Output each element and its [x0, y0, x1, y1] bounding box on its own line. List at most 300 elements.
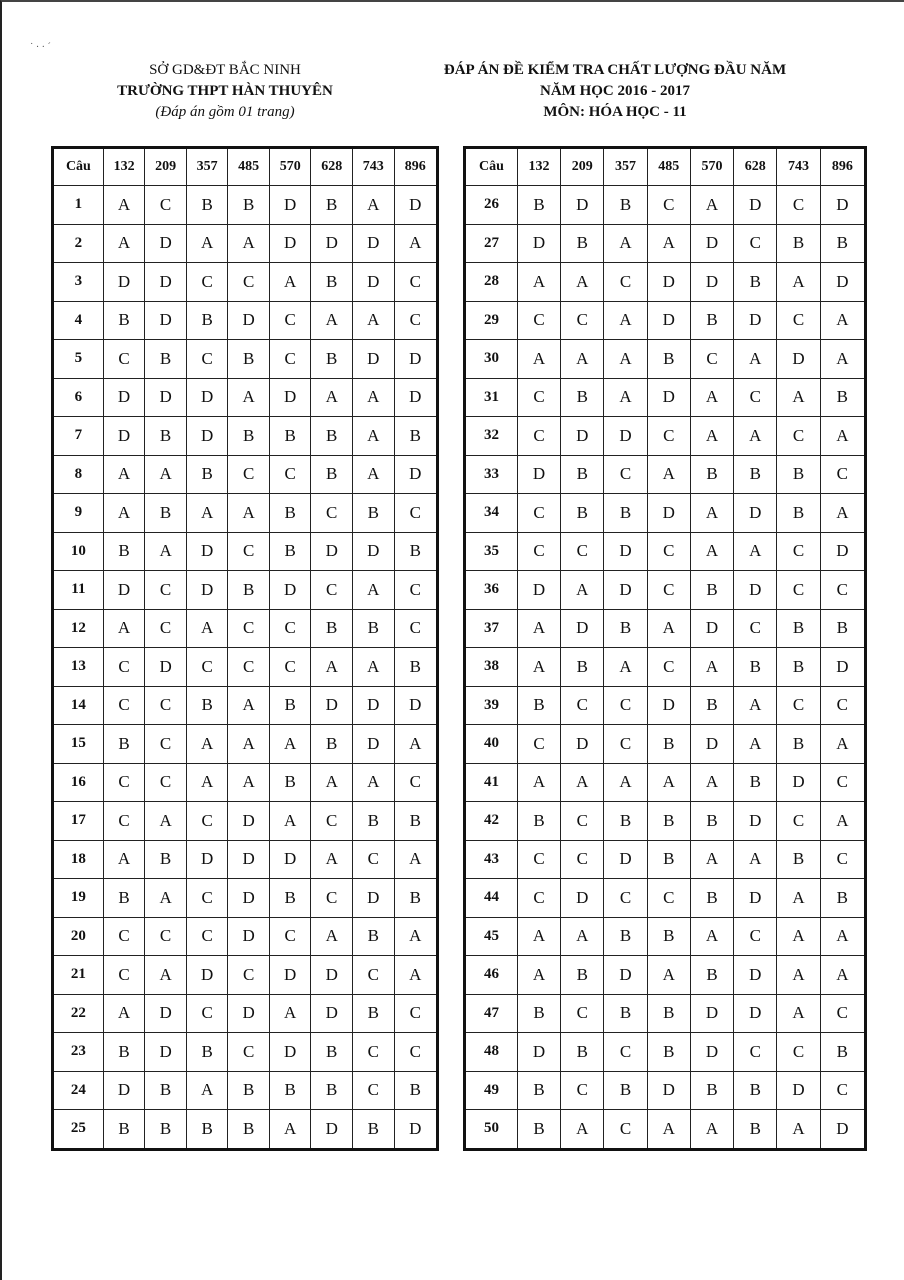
table-row [465, 609, 866, 648]
answer-cell: C [604, 1033, 647, 1072]
table-row [53, 378, 438, 417]
answer-cell: D [352, 263, 394, 302]
answer-cell: C [145, 763, 187, 802]
answer-cell: C [604, 1110, 647, 1150]
answer-cell: D [352, 725, 394, 764]
answer-cell: A [394, 956, 437, 995]
answer-cell: D [311, 1110, 353, 1150]
answer-table-right [463, 146, 867, 1151]
table-row [53, 994, 438, 1033]
answer-cell: B [647, 802, 690, 841]
question-number: 7 [53, 417, 104, 456]
answer-cell: C [186, 340, 228, 379]
answer-cell: D [269, 571, 311, 610]
answer-cell: B [647, 340, 690, 379]
answer-cell: A [228, 494, 270, 533]
answer-cell: B [561, 224, 604, 263]
answer-cell: A [311, 648, 353, 687]
answer-cell: B [647, 840, 690, 879]
answer-cell: D [352, 532, 394, 571]
answer-cell: C [561, 532, 604, 571]
table-row [465, 340, 866, 379]
answer-cell: B [228, 571, 270, 610]
answer-cell: A [228, 378, 270, 417]
answer-cell: B [311, 1033, 353, 1072]
answer-cell: B [604, 917, 647, 956]
question-number: 6 [53, 378, 104, 417]
exam-code-header: 357 [604, 148, 647, 186]
answer-cell: C [647, 648, 690, 687]
table-row [53, 340, 438, 379]
answer-cell: B [311, 186, 353, 225]
answer-cell: B [604, 609, 647, 648]
answer-cell: D [352, 879, 394, 918]
answer-cell: B [394, 879, 437, 918]
answer-cell: B [777, 455, 820, 494]
answer-cell: B [269, 686, 311, 725]
table-row [53, 301, 438, 340]
answer-cell: B [777, 840, 820, 879]
answer-cell: D [820, 532, 865, 571]
answer-cell: A [647, 763, 690, 802]
answer-cell: A [352, 378, 394, 417]
table-row [53, 1110, 438, 1150]
answer-cell: D [228, 917, 270, 956]
answer-cell: D [690, 994, 733, 1033]
answer-cell: A [647, 224, 690, 263]
answer-cell: B [394, 1071, 437, 1110]
answer-cell: D [269, 840, 311, 879]
answer-cell: C [517, 725, 560, 764]
answer-cell: B [690, 301, 733, 340]
question-number: 36 [465, 571, 518, 610]
answer-cell: D [734, 802, 777, 841]
answer-cell: C [604, 879, 647, 918]
answer-cell: A [103, 609, 145, 648]
question-number: 37 [465, 609, 518, 648]
answer-cell: B [820, 1033, 865, 1072]
answer-cell: A [352, 763, 394, 802]
table-row [53, 840, 438, 879]
answer-cell: C [647, 571, 690, 610]
answer-cell: D [311, 956, 353, 995]
answer-cell: B [561, 455, 604, 494]
answer-cell: B [311, 340, 353, 379]
answer-cell: D [269, 378, 311, 417]
answer-cell: A [820, 494, 865, 533]
answer-cell: C [517, 417, 560, 456]
answer-cell: A [145, 956, 187, 995]
answer-cell: C [228, 263, 270, 302]
table-row [465, 994, 866, 1033]
answer-cell: B [690, 571, 733, 610]
answer-table-left [51, 146, 439, 1151]
question-number: 10 [53, 532, 104, 571]
question-number: 13 [53, 648, 104, 687]
question-number: 11 [53, 571, 104, 610]
answer-cell: D [228, 994, 270, 1033]
answer-cell: C [311, 571, 353, 610]
answer-cell: B [269, 417, 311, 456]
answer-cell: C [352, 1033, 394, 1072]
answer-cell: B [690, 1071, 733, 1110]
answer-cell: B [647, 1033, 690, 1072]
table-header-row [465, 148, 866, 186]
answer-cell: A [103, 840, 145, 879]
answer-cell: D [734, 879, 777, 918]
answer-cell: A [103, 494, 145, 533]
answer-cell: B [734, 648, 777, 687]
answer-cell: A [145, 879, 187, 918]
answer-cell: C [186, 879, 228, 918]
exam-code-header: 570 [269, 148, 311, 186]
answer-cell: D [734, 994, 777, 1033]
answer-cell: C [820, 994, 865, 1033]
answer-cell: D [820, 263, 865, 302]
exam-code-header: 132 [517, 148, 560, 186]
answer-cell: A [820, 725, 865, 764]
answer-cell: D [186, 840, 228, 879]
answer-cell: A [103, 994, 145, 1033]
answer-cell: D [561, 879, 604, 918]
question-number: 34 [465, 494, 518, 533]
answer-cell: C [777, 532, 820, 571]
answer-cell: C [352, 956, 394, 995]
question-number: 31 [465, 378, 518, 417]
answer-cell: A [311, 378, 353, 417]
answer-cell: A [604, 378, 647, 417]
answer-cell: D [777, 763, 820, 802]
page-count-note: (Đáp án gồm 01 trang) [155, 104, 295, 120]
answer-cell: C [647, 417, 690, 456]
question-number: 19 [53, 879, 104, 918]
table-header-row [53, 148, 438, 186]
answer-cell: D [734, 301, 777, 340]
answer-cell: C [103, 763, 145, 802]
answer-cell: A [820, 917, 865, 956]
answer-cell: D [145, 263, 187, 302]
question-number: 15 [53, 725, 104, 764]
answer-cell: B [734, 1110, 777, 1150]
answer-cell: B [734, 263, 777, 302]
answer-cell: D [186, 956, 228, 995]
answer-cell: B [352, 609, 394, 648]
answer-cell: A [394, 224, 437, 263]
answer-cell: B [103, 879, 145, 918]
answer-cell: A [517, 340, 560, 379]
question-number: 27 [465, 224, 518, 263]
answer-cell: B [228, 1110, 270, 1150]
answer-cell: A [820, 301, 865, 340]
answer-cell: B [186, 1110, 228, 1150]
question-number: 25 [53, 1110, 104, 1150]
answer-cell: D [734, 186, 777, 225]
table-row [465, 1110, 866, 1150]
answer-cell: A [311, 917, 353, 956]
answer-cell: D [311, 532, 353, 571]
answer-cell: A [777, 1110, 820, 1150]
answer-cell: B [647, 994, 690, 1033]
answer-cell: C [352, 840, 394, 879]
answer-cell: A [145, 455, 187, 494]
answer-cell: A [228, 725, 270, 764]
answer-cell: A [690, 378, 733, 417]
answer-cell: D [103, 263, 145, 302]
answer-cell: C [228, 609, 270, 648]
answer-cell: B [352, 1110, 394, 1150]
header-left [75, 60, 375, 123]
answer-cell: A [604, 224, 647, 263]
answer-cell: A [734, 840, 777, 879]
table-row [465, 879, 866, 918]
answer-cell: D [311, 686, 353, 725]
answer-cell: D [690, 224, 733, 263]
answer-cell: B [777, 224, 820, 263]
answer-cell: A [647, 1110, 690, 1150]
answer-cell: C [394, 494, 437, 533]
question-number: 33 [465, 455, 518, 494]
answer-cell: C [820, 455, 865, 494]
answer-cell: B [820, 378, 865, 417]
answer-cell: A [777, 956, 820, 995]
answer-cell: C [269, 455, 311, 494]
answer-cell: B [604, 494, 647, 533]
answer-cell: A [690, 648, 733, 687]
answer-cell: C [734, 378, 777, 417]
answer-cell: C [394, 609, 437, 648]
answer-cell: D [820, 1110, 865, 1150]
answer-cell: B [604, 994, 647, 1033]
answer-cell: A [269, 994, 311, 1033]
answer-cell: C [517, 879, 560, 918]
exam-code-header: 209 [561, 148, 604, 186]
answer-cell: B [269, 532, 311, 571]
answer-cell: C [690, 340, 733, 379]
answer-cell: A [647, 609, 690, 648]
question-number: 46 [465, 956, 518, 995]
answer-cell: A [352, 455, 394, 494]
answer-cell: D [394, 455, 437, 494]
answer-cell: C [777, 571, 820, 610]
question-number: 48 [465, 1033, 518, 1072]
answer-cell: C [103, 956, 145, 995]
answer-cell: A [145, 532, 187, 571]
answer-cell: D [394, 686, 437, 725]
table-row [465, 1033, 866, 1072]
answer-cell: A [228, 686, 270, 725]
table-row [465, 494, 866, 533]
answer-cell: B [734, 1071, 777, 1110]
answer-cell: C [145, 609, 187, 648]
answer-cell: C [561, 802, 604, 841]
answer-cell: B [820, 879, 865, 918]
answer-cell: C [820, 686, 865, 725]
table-row [465, 763, 866, 802]
answer-cell: A [561, 763, 604, 802]
table-row [465, 802, 866, 841]
question-number: 17 [53, 802, 104, 841]
answer-cell: C [820, 763, 865, 802]
question-number: 35 [465, 532, 518, 571]
answer-cell: A [145, 802, 187, 841]
question-number: 50 [465, 1110, 518, 1150]
answer-cell: C [186, 802, 228, 841]
school-name: TRƯỜNG THPT HÀN THUYÊN [117, 83, 333, 99]
answer-cell: C [820, 840, 865, 879]
question-number: 26 [465, 186, 518, 225]
table-row [465, 378, 866, 417]
answer-cell: C [228, 532, 270, 571]
answer-cell: D [394, 378, 437, 417]
table-row [53, 532, 438, 571]
answer-cell: A [647, 956, 690, 995]
question-number: 23 [53, 1033, 104, 1072]
answer-cell: C [647, 186, 690, 225]
answer-cell: B [394, 648, 437, 687]
table-row [53, 186, 438, 225]
answer-cell: A [269, 1110, 311, 1150]
answer-cell: B [647, 917, 690, 956]
answer-cell: B [561, 494, 604, 533]
table-row [53, 263, 438, 302]
answer-cell: C [517, 840, 560, 879]
question-number: 18 [53, 840, 104, 879]
question-number: 2 [53, 224, 104, 263]
exam-code-header: 485 [228, 148, 270, 186]
answer-cell: B [103, 1110, 145, 1150]
answer-cell: D [352, 224, 394, 263]
answer-cell: C [604, 686, 647, 725]
exam-code-header: 209 [145, 148, 187, 186]
answer-cell: D [228, 879, 270, 918]
question-number: 44 [465, 879, 518, 918]
answer-cell: A [690, 1110, 733, 1150]
answer-cell: C [186, 917, 228, 956]
answer-cell: D [352, 340, 394, 379]
answer-cell: B [517, 1110, 560, 1150]
answer-cell: A [690, 186, 733, 225]
answer-cell: A [777, 917, 820, 956]
answer-cell: A [352, 301, 394, 340]
answer-cell: C [269, 648, 311, 687]
answer-cell: A [269, 725, 311, 764]
answer-cell: D [820, 186, 865, 225]
answer-cell: B [228, 340, 270, 379]
answer-cell: D [690, 725, 733, 764]
answer-cell: A [517, 609, 560, 648]
answer-cell: A [228, 763, 270, 802]
answer-cell: A [186, 224, 228, 263]
answer-cell: B [777, 725, 820, 764]
answer-cell: C [145, 725, 187, 764]
question-number: 39 [465, 686, 518, 725]
table-row [53, 224, 438, 263]
answer-cell: B [517, 1071, 560, 1110]
answer-cell: A [394, 725, 437, 764]
answer-cell: C [777, 686, 820, 725]
question-number: 40 [465, 725, 518, 764]
answer-cell: D [269, 224, 311, 263]
answer-cell: C [311, 879, 353, 918]
answer-cell: D [394, 340, 437, 379]
answer-cell: B [103, 725, 145, 764]
answer-cell: B [186, 186, 228, 225]
answer-cell: B [311, 455, 353, 494]
answer-cell: D [145, 224, 187, 263]
answer-cell: A [690, 763, 733, 802]
answer-cell: D [186, 571, 228, 610]
answer-cell: A [394, 917, 437, 956]
answer-cell: D [269, 186, 311, 225]
answer-cell: D [228, 301, 270, 340]
table-row [465, 417, 866, 456]
answer-cell: A [820, 417, 865, 456]
answer-cell: A [311, 763, 353, 802]
answer-cell: D [103, 417, 145, 456]
table-row [465, 648, 866, 687]
question-number: 47 [465, 994, 518, 1033]
table-row [53, 956, 438, 995]
answer-cell: A [186, 494, 228, 533]
exam-code-header: 570 [690, 148, 733, 186]
table-row [465, 224, 866, 263]
answer-cell: A [561, 340, 604, 379]
answer-cell: B [228, 1071, 270, 1110]
answer-cell: A [777, 879, 820, 918]
answer-cell: B [352, 917, 394, 956]
answer-cell: D [103, 571, 145, 610]
answer-cell: B [269, 879, 311, 918]
answer-cell: C [517, 532, 560, 571]
question-number: 45 [465, 917, 518, 956]
department-name: SỞ GD&ĐT BẮC NINH [149, 62, 301, 78]
answer-cell: C [777, 301, 820, 340]
answer-cell: D [186, 532, 228, 571]
answer-cell: C [647, 532, 690, 571]
question-number: 24 [53, 1071, 104, 1110]
answer-cell: C [269, 301, 311, 340]
answer-cell: A [394, 840, 437, 879]
answer-cell: B [561, 1033, 604, 1072]
table-row [53, 571, 438, 610]
question-number: 12 [53, 609, 104, 648]
question-number: 5 [53, 340, 104, 379]
answer-cell: A [734, 686, 777, 725]
answer-cell: A [311, 301, 353, 340]
question-number: 38 [465, 648, 518, 687]
table-row [465, 455, 866, 494]
answer-cell: B [186, 1033, 228, 1072]
answer-cell: B [517, 994, 560, 1033]
table-row [465, 840, 866, 879]
answer-cell: A [352, 417, 394, 456]
answer-cell: C [561, 994, 604, 1033]
answer-cell: A [103, 224, 145, 263]
answer-cell: B [517, 686, 560, 725]
table-row [465, 532, 866, 571]
answer-cell: D [517, 571, 560, 610]
answer-cell: D [394, 186, 437, 225]
table-row [53, 1033, 438, 1072]
table-row [465, 917, 866, 956]
answer-cell: C [561, 840, 604, 879]
answer-cell: A [690, 917, 733, 956]
answer-cell: A [820, 340, 865, 379]
answer-cell: B [604, 1071, 647, 1110]
answer-cell: C [269, 609, 311, 648]
answer-cell: A [604, 763, 647, 802]
question-number: 20 [53, 917, 104, 956]
